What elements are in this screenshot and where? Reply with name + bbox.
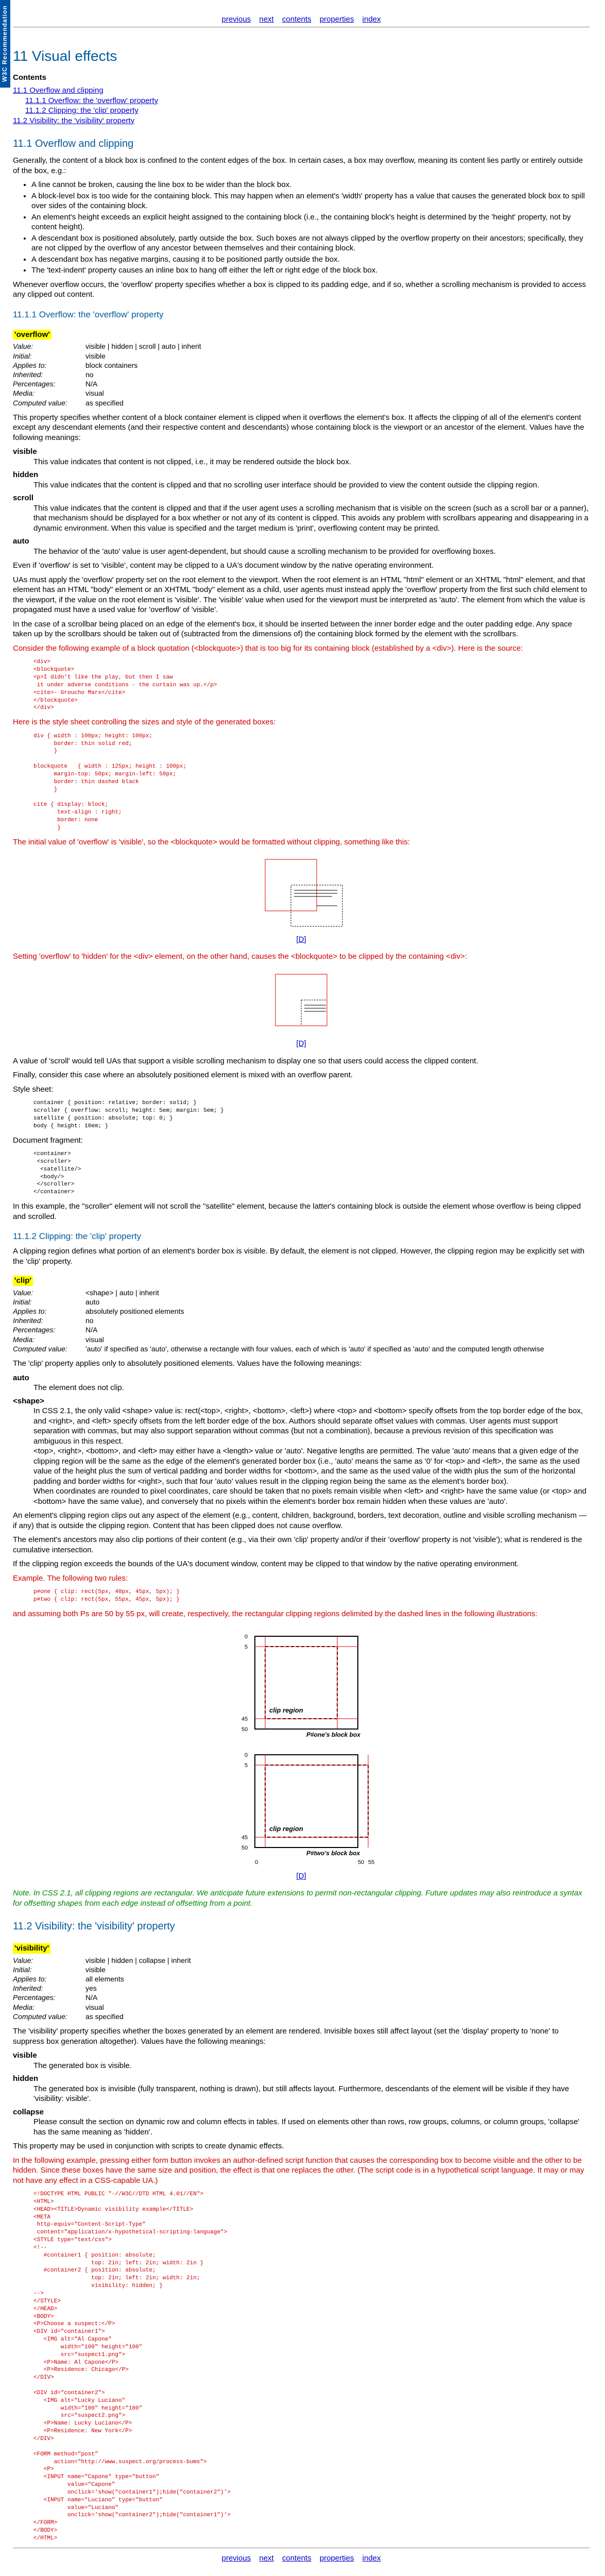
contents-heading: Contents [13,73,46,82]
example-text: The initial value of 'overflow' is 'visible', so the <blockquote> would be formatted without clipping, something like this: [13,837,410,846]
code-document-fragment: <container> <scroller> <satellite/> <body/> </scroller> </container> [33,1151,81,1196]
axis-number: 45 [241,1716,248,1723]
code-example-html: <div> <blockquote> <p>I didn't like the play, but then I saw it under adverse conditions - the curtain was up.</p> <cite>- Groucho Marx</cite> </blockquote> </div> [33,659,217,711]
propdef-value: yes [85,1984,97,1993]
table-row [13,2012,194,2021]
table-row [13,1956,194,1965]
propdef-value: <shape> | auto | inherit [85,1288,159,1297]
table-row [13,388,204,398]
clip-regions-illustration [224,1626,378,1868]
table-row [13,1307,547,1316]
propdef-value: auto [85,1297,100,1306]
w3c-recommendation-tab[interactable]: W3C Recommendation [0,0,10,88]
table-row [13,1316,547,1325]
table-row [13,1335,547,1344]
table-row [13,1974,194,1984]
property-definition-table [13,1956,194,2021]
propdef-value: visual [85,1335,104,1344]
axis-number: 50 [241,1726,248,1733]
property-name-clip: 'clip' [13,1276,33,1286]
list-item: • A descendant box has negative margins, causing it to be positioned partly outside the box. [31,255,590,265]
paragraph: Whenever overflow occurs, the 'overflow' property specifies whether a box is clipped to its padding edge, and if so, whether a scrolling mechanism is provided to access any clipped out content. [13,280,586,299]
overflow-causes-list [23,180,590,276]
list-item: • The 'text-indent' property causes an inline box to hang off either the left or right edge of the block box. [31,265,590,276]
nav-properties-link[interactable]: properties [319,2553,354,2563]
toc-item [13,106,590,116]
propdef-value: block containers [85,361,138,369]
value-description: The element does not clip. [33,1383,124,1393]
table-row [13,1984,194,1993]
propdef-value: visible [85,1965,106,1974]
propdef-value: as specified [85,398,124,407]
propdef-key: Percentages: [13,1326,56,1334]
value-term: auto [13,1373,29,1382]
top-navigation [13,0,590,25]
paragraph: A value of 'scroll' would tell UAs that support a visible scrolling mechanism to display one so that users could access the clipped content. [13,1056,478,1065]
value-description: The generated box is visible. [33,2061,132,2070]
axis-number: 45 [241,1835,248,1841]
section-heading-overflow-property: 11.1.1 Overflow: the 'overflow' property [13,309,164,319]
nav-previous-link[interactable]: previous [221,2553,251,2563]
table-row [13,379,204,388]
example-text: Example. The following two rules: [13,1573,128,1583]
figure-clip-regions [13,1626,590,1881]
paragraph: This property specifies whether content of a block container element is clipped when it overflows the element's box. It affects the clipping of all of the element's content except any descendant elements (and their respective content and descendants) whose containing block is the viewport or an ancestor of the element. Values have the following meanings: [13,413,584,442]
list-item: • An element's height exceeds an explicit height assigned to the containing block (i.e., the containing block's height is determined by the 'height' property, not by content height). [31,212,590,232]
propdef-key: Initial: [13,1965,32,1974]
propdef-key: Media: [13,2003,35,2011]
axis-number: 5 [245,1644,248,1651]
property-definition-table [13,342,204,407]
table-row [13,1288,547,1297]
paragraph: The 'clip' property applies only to absolutely positioned elements. Values have the following meanings: [13,1359,362,1368]
note-text: Note. In CSS 2.1, all clipping regions are rectangular. We anticipate future extensions to permit non-rectangular clipping. Future updates may also reintroduce a syntax for offsetting shapes from each edge instead of offsetting from a point. [13,1889,582,1908]
page-title: 11 Visual effects [13,47,117,64]
nav-contents-link[interactable]: contents [282,2553,312,2563]
section-heading-overflow-clipping: 11.1 Overflow and clipping [13,138,134,150]
propdef-key: Percentages: [13,1993,56,2002]
value-description: When coordinates are rounded to pixel coordinates, care should be taken that no pixels remain visible when <left> and <right> have the same value (or <top> and <bottom> have the same value), and conversely that no pixels within the element's border box remain hidden when these values are 'auto'. [33,1487,587,1506]
table-row [13,1965,194,1974]
section-heading-clip-property: 11.1.2 Clipping: the 'clip' property [13,1231,142,1242]
paragraph: The element's ancestors may also clip portions of their content (e.g., via their own 'clip' property and/or if their 'overflow' property is not 'visible'); what is rendered is the cumulative intersection. [13,1535,582,1554]
table-of-contents [13,86,590,126]
property-definition-table [13,1288,547,1353]
propdef-key: Initial: [13,351,32,360]
overflow-visible-illustration [255,854,348,931]
propdef-key: Media: [13,1335,35,1344]
propdef-value: absolutely positioned elements [85,1307,184,1316]
nav-contents-link[interactable]: contents [282,15,312,24]
propdef-key: Initial: [13,1297,32,1306]
code-example-css: div { width : 100px; height: 100px; border: thin solid red; } blockquote { width : 125px; height : 100px; margin-top: 50px; margin-left: 50px; border: thin dashed black } cite { display: block; text-align : right; border: none } [33,733,187,831]
figure-description-link[interactable]: [D] [296,935,306,944]
value-term: hidden [13,2074,39,2083]
propdef-value: visual [85,389,104,398]
propdef-value: N/A [85,380,98,388]
p-one-block-box [255,1636,358,1729]
blockquote-clipped [301,1000,327,1026]
toc-item [13,86,590,96]
value-term: visible [13,2051,37,2060]
paragraph: Even if 'overflow' is set to 'visible', content may be clipped to a UA's document window by the native operating environment. [13,561,434,570]
property-name-overflow: 'overflow' [13,330,51,340]
table-row [13,342,204,351]
axis-number: 50 [358,1859,365,1866]
value-term: hidden [13,470,39,480]
p-two-block-box [255,1755,358,1848]
nav-properties-link[interactable]: properties [319,15,354,24]
value-definitions [13,447,590,556]
section-heading-visibility: 11.2 Visibility: the 'visibility' property [13,1921,175,1933]
value-description: <top>, <right>, <bottom>, and <left> may either have a <length> value or 'auto'. Negative lengths are permitted. The value 'auto' means that a given edge of the clipping region will be the same as the edge of the element's generated border box (i.e., 'auto' means the same as '0' for <top> and <left>, the same as the used value of the height plus the sum of vertical padding and border widths for <bottom>, and the same as the used value of the width plus the sum of the horizontal padding and border widths for <right>, such that four 'auto' values result in the clipping region being the same as the element's border box). [33,1447,580,1486]
propdef-value: all elements [85,1975,124,1984]
value-term: scroll [13,494,34,503]
propdef-key: Value: [13,342,33,351]
figure-overflow-visible [13,854,590,944]
nav-index-link[interactable]: index [362,2553,381,2563]
clip-region-label: clip region [269,1706,303,1715]
paragraph: In the case of a scrollbar being placed on an edge of the element's box, it should be inserted between the inner border edge and the outer padding edge. Any space taken up by the scrollbars should be taken out of (subtracted from the dimensions of) the containing block formed by the element with the scrollbars. [13,619,573,639]
value-description: The behavior of the 'auto' value is user agent-dependent, but should cause a scrolling mechanism to be provided for overflowing boxes. [33,547,496,556]
paragraph: The 'visibility' property specifies whether the boxes generated by an element are rendered. Invisible boxes still affect layout (set the 'display' property to 'none' to suppress box generation altogether). Values have the following meanings: [13,2027,559,2046]
propdef-key: Computed value: [13,1344,67,1353]
paragraph: An element's clipping region clips out any aspect of the element (e.g., content, children, background, borders, text decoration, outline and visible scrolling mechanism — if any) that is outside the clipping region. Content that has been clipped does not cause overflow. [13,1511,587,1530]
list-item: • A descendant box is positioned absolutely, partly outside the box. Such boxes are not always clipped by the overflow property on their ancestors; specifically, they are not clipped by the overflow of any ancestor between themselves and their containing block. [31,233,590,253]
value-description: Please consult the section on dynamic row and column effects in tables. If used on elements other than rows, row groups, columns, or column groups, 'collapse' has the same meaning as 'hidden'. [33,2117,580,2137]
value-term: collapse [13,2107,44,2116]
propdef-key: Computed value: [13,398,67,407]
propdef-key: Media: [13,389,35,398]
propdef-value: visual [85,2003,104,2011]
bottom-navigation [13,2550,590,2576]
nav-next-link[interactable]: next [259,15,274,24]
table-row [13,370,204,379]
value-term: <shape> [13,1396,44,1405]
propdef-value: visible | hidden | collapse | inherit [85,1956,191,1964]
table-row [13,351,204,361]
figure-overflow-hidden [13,969,590,1049]
list-item: • A block-level box is too wide for the containing block. This may happen when an element's 'width' property has a value that causes the generated block box to spill over sides of the containing block. [31,191,590,211]
example-text: Setting 'overflow' to 'hidden' for the <div> element, on the other hand, causes the <blockquote> to be clipped by the containing <div>: [13,952,468,961]
overflow-hidden-illustration [255,969,348,1036]
value-definitions [13,1373,590,1507]
axis-number: 0 [255,1859,258,1866]
toc-item [13,96,590,106]
p-one-label: P#one's block box [306,1731,360,1739]
axis-number: 55 [368,1859,375,1866]
paragraph: UAs must apply the 'overflow' property set on the root element to the viewport. When the root element is an HTML "html" element or an XHTML "html" element, and that element has an HTML "body" element or an XHTML "body" element as a child, user agents must instead apply the 'overflow' property from the first such child element to the viewport, if the value on the root element is 'visible'. The 'visible' value when used for the viewport must be interpreted as 'auto'. The element from which the value is propagated must have a used value for 'overflow' of 'visible'. [13,575,587,615]
example-text: Here is the style sheet controlling the sizes and style of the generated boxes: [13,718,276,727]
example-text: and assuming both Ps are 50 by 55 px, will create, respectively, the rectangular clipping regions delimited by the dashed lines in the following illustrations: [13,1609,538,1618]
paragraph: In this example, the "scroller" element will not scroll the "satellite" element, because the latter's containing block is outside the element whose overflow is being clipped and scrolled. [13,1202,581,1221]
value-definitions [13,2050,590,2137]
paragraph: Document fragment: [13,1136,83,1145]
example-text: In the following example, pressing either form button invokes an author-defined script function that causes the corresponding box to become visible and the other to be hidden. Since these boxes have the same size and position, the effect is that one replaces the other. (The script code is in a hypothetical script language. It may or may not have any effect in a CSS-capable UA.) [13,2156,584,2185]
toc-link-overflow-clipping[interactable]: 11.1 Overflow and clipping [13,86,103,95]
value-term: auto [13,537,29,546]
figure-description-link[interactable]: [D] [296,1039,306,1048]
value-term: visible [13,447,37,456]
axis-number: 5 [245,1762,248,1769]
value-description: The generated box is invisible (fully transparent, nothing is drawn), but still affects layout. Furthermore, descendants of the element will be visible if they have 'visibility: visible'. [33,2084,569,2104]
nav-previous-link[interactable]: previous [221,15,251,24]
value-description: In CSS 2.1, the only valid <shape> value is: rect(<top>, <right>, <bottom>, <left>) where <top> and <bottom> specify offsets from the top border edge of the box, and <right>, and <left> specify offsets from the left border edge of the box. Authors should separate offset values with commas. User agents must support separation with commas, but may also support separation without commas (but not a combination), because a previous revision of this specification was ambiguous in this respect. [33,1406,583,1446]
table-row [13,361,204,370]
property-name-visibility: 'visibility' [13,1943,50,1954]
propdef-key: Computed value: [13,2012,67,2021]
page [13,0,590,2576]
propdef-key: Inherited: [13,1984,43,1993]
propdef-value: visible [85,351,106,360]
table-row [13,2003,194,2012]
propdef-key: Inherited: [13,1316,43,1325]
propdef-key: Applies to: [13,361,47,369]
propdef-key: Value: [13,1288,33,1297]
toc-item [13,116,590,126]
propdef-key: Applies to: [13,1307,47,1316]
propdef-key: Applies to: [13,1975,47,1984]
table-row [13,1993,194,2002]
list-item: • A line cannot be broken, causing the line box to be wider than the block box. [31,180,590,190]
propdef-value: no [85,1316,94,1325]
propdef-value: as specified [85,2012,124,2021]
toc-link-overflow-property[interactable]: 11.1.1 Overflow: the 'overflow' property [25,96,159,105]
axis-number: 0 [245,1634,248,1640]
paragraph: Style sheet: [13,1084,54,1094]
paragraph: This property may be used in conjunction with scripts to create dynamic effects. [13,2142,284,2151]
paragraph: If the clipping region exceeds the bounds of the UA's document window, content may be clipped to that window by the native operating environment. [13,1560,519,1569]
axis-number: 0 [245,1752,248,1759]
table-row [13,398,204,408]
table-row [13,1297,547,1307]
propdef-key: Percentages: [13,380,56,388]
figure-description-link[interactable]: [D] [296,1871,306,1880]
paragraph: Finally, consider this case where an absolutely positioned element is mixed with an overflow parent. [13,1071,353,1080]
axis-number: 50 [241,1845,248,1852]
clip-region-label: clip region [269,1825,303,1833]
toc-link-visibility[interactable]: 11.2 Visibility: the 'visibility' property [13,116,135,125]
propdef-key: Value: [13,1956,33,1964]
nav-next-link[interactable]: next [259,2553,274,2563]
paragraph: Generally, the content of a block box is confined to the content edges of the box. In certain cases, a box may overflow, meaning its content lies partly or entirely outside of the box, e.g.: [13,156,583,175]
code-visibility-example: <!DOCTYPE HTML PUBLIC "-//W3C//DTD HTML 4.01//EN"> <HTML> <HEAD><TITLE>Dynamic visibility example</TITLE> <META http-equiv="Content-Script-Type" content="application/x-hypothetical-scripting-language"> <STYLE type="text/css"> <!-- #container1 { position: absolute; top: 2in; left: 2in; width: 2in } #container2 { position: absolute; top: 2in; left: 2in; width: 2in; visibility: hidden; } --> </STYLE> </HEAD> <BODY> <P>Choose a suspect:</P> <DIV id="container1"> <IMG alt="Al Capone" width="100" height="100" src="suspect1.png"> <P>Name: Al Capone</P> <P>Residence: Chicago</P> </DIV> <DIV id="container2"> <IMG alt="Lucky Luciano" width="100" height="100" src="suspect2.png"> <P>Name: Lucky Luciano</P> <P>Residence: New York</P> </DIV> <FORM method="post" action="http://www.suspect.org/process-bums"> <P> <INPUT name="Capone" type="button" value="Capone" onclick='show("container1");hide("container2")'> <INPUT name="Luciano" type="button" value="Luciano" onclick='show("container2");hide("container1")'> </FORM> </BODY> </HTML> [33,2191,231,2541]
propdef-value: N/A [85,1326,98,1334]
propdef-value: no [85,370,94,379]
code-stylesheet: container { position: relative; border: solid; } scroller { overflow: scroll; height: 5em; margin: 5em; } satellite { position: absolute; top: 0; } body { height: 10em; } [33,1100,224,1129]
propdef-key: Inherited: [13,370,43,379]
toc-link-clip-property[interactable]: 11.1.2 Clipping: the 'clip' property [25,106,139,115]
table-row [13,1344,547,1353]
nav-index-link[interactable]: index [362,15,381,24]
table-row [13,1325,547,1334]
value-description: This value indicates that content is not clipped, i.e., it may be rendered outside the block box. [33,457,352,466]
code-clip-rules: p#one { clip: rect(5px, 40px, 45px, 5px); } p#two { clip: rect(5px, 55px, 45px, 5px); } [33,1589,180,1603]
example-text: Consider the following example of a block quotation (<blockquote>) that is too big for its containing block (established by a <div>). Here is the source: [13,643,523,653]
value-description: This value indicates that the content is clipped and that no scrolling user interface should be provided to view the content outside the clipping region. [33,480,540,489]
propdef-value: 'auto' if specified as 'auto', otherwise a rectangle with four values, each of which is 'auto' if specified as 'auto' and the computed length otherwise [85,1344,544,1353]
paragraph: A clipping region defines what portion of an element's border box is visible. By default, the element is not clipped. However, the clipping region may be explicitly set with the 'clip' property. [13,1247,585,1266]
propdef-value: visible | hidden | scroll | auto | inherit [85,342,201,351]
value-description: This value indicates that the content is clipped and that if the user agent uses a scrolling mechanism that is visible on the screen (such as a scroll bar or a panner), that mechanism should be displayed for a box whether or not any of its content is clipped. This avoids any problem with scrollbars appearing and disappearing in a dynamic environment. When this value is specified and the target medium is 'print', overflowing content may be printed. [33,503,589,533]
p-two-label: P#two's block box [306,1850,360,1857]
propdef-value: N/A [85,1993,98,2002]
